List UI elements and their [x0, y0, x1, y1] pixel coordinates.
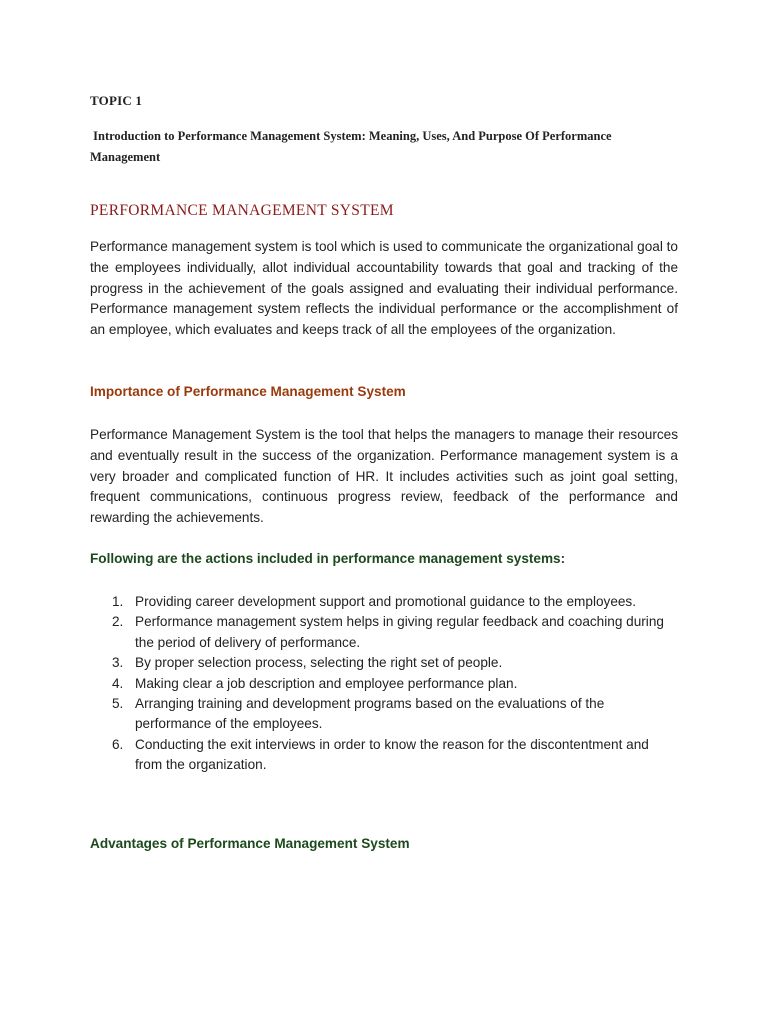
list-item-number: 1.: [112, 594, 124, 609]
topic-label: TOPIC 1: [90, 93, 143, 108]
list-item-number: 4.: [112, 675, 124, 691]
list-item-text: Making clear a job description and employee performance plan.: [135, 675, 518, 691]
list-item-text: By proper selection process, selecting the right set of people.: [135, 655, 503, 671]
list-item: [90, 674, 678, 694]
list-item-number: 3.: [112, 655, 124, 671]
advantages-heading: Advantages of Performance Management System: [90, 836, 410, 851]
paragraph-importance: Performance Management System is the tool that helps the managers to manage their resources and eventually result in the success of the organization. Performance management system is a very broader and complicated function of HR. It includes activities such as joint goal setting, frequent communications, continuous progress review, feedback of the performance and rewarding the achievements.: [90, 427, 678, 526]
list-item-text: Providing career development support and promotional guidance to the employees.: [135, 594, 637, 609]
list-item-text: Performance management system helps in giving regular feedback and coaching during the period of delivery of performance.: [135, 614, 664, 650]
list-item-number: 5.: [112, 696, 124, 712]
list-item: [90, 694, 678, 735]
list-item: [90, 735, 678, 776]
list-item: [90, 612, 678, 653]
actions-heading: Following are the actions included in performance management systems:: [90, 551, 566, 566]
intro-title: Introduction to Performance Management System: Meaning, Uses, And Purpose Of Performance Management: [90, 129, 615, 164]
paragraph-definition: Performance management system is tool which is used to communicate the organizational goal to the employees individually, allot individual accountability towards that goal and tracking of the progress in the achievement of the goals assigned and evaluating their individual performance. Performance management system reflects the individual performance or the accomplishment of an employee, which evaluates and keeps track of all the employees of the organization.: [90, 239, 678, 338]
list-item-text: Conducting the exit interviews in order to know the reason for the discontentment and from the organization.: [135, 736, 649, 773]
list-item-number: 2.: [112, 614, 124, 630]
list-item-number: 6.: [112, 736, 124, 752]
list-item: [90, 592, 678, 612]
importance-heading: Importance of Performance Management System: [90, 384, 406, 399]
list-item-text: Arranging training and development programs based on the evaluations of the performance of the employees.: [135, 696, 605, 732]
list-item: [90, 653, 678, 673]
main-heading: PERFORMANCE MANAGEMENT SYSTEM: [90, 202, 394, 219]
actions-list: [90, 592, 678, 776]
